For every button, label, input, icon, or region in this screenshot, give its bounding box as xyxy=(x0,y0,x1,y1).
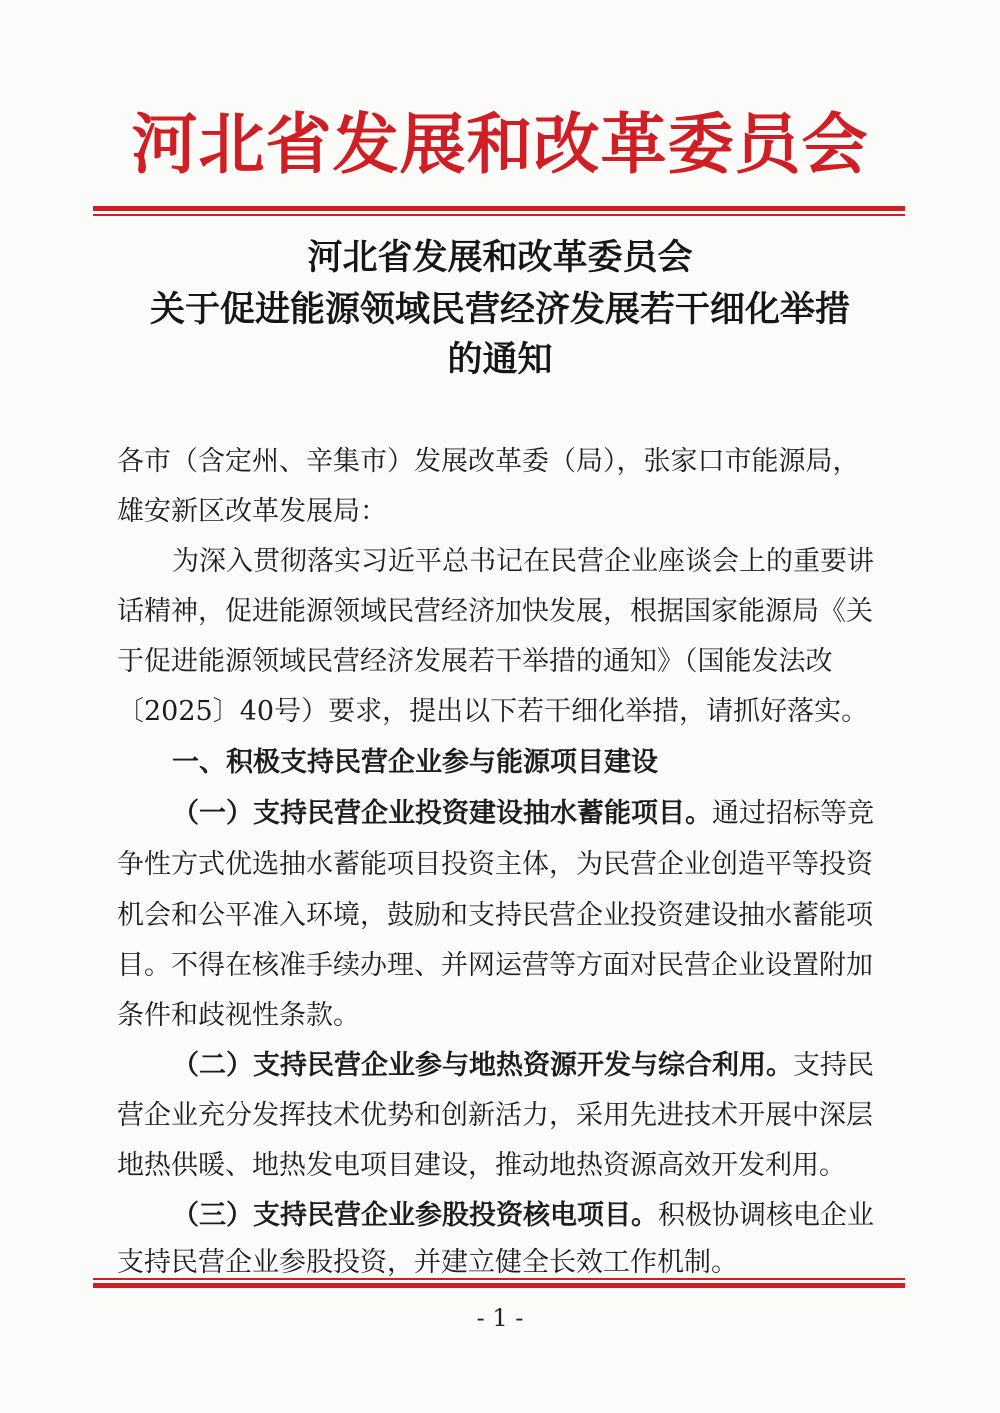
item-1-line-3: 机会和公平准入环境，鼓励和支持民营企业投资建设抽水蓄能项 xyxy=(117,900,873,931)
recipients-line-2: 雄安新区改革发展局： xyxy=(117,496,387,527)
recipients-line-1: 各市（含定州、辛集市）发展改革委（局），张家口市能源局， xyxy=(117,446,860,477)
intro-line-3: 于促进能源领域民营经济发展若干举措的通知》（国能发法改 xyxy=(117,646,833,677)
intro-line-1: 为深入贯彻落实习近平总书记在民营企业座谈会上的重要讲 xyxy=(172,546,874,577)
header-rule-thick xyxy=(93,206,905,211)
section-1-heading: 一、积极支持民营企业参与能源项目建设 xyxy=(172,747,658,778)
item-2-line-2: 营企业充分发挥技术优势和创新活力，采用先进技术开展中深层 xyxy=(117,1100,873,1131)
item-2-first-rest: 支持民 xyxy=(793,1050,874,1081)
item-1-first-line xyxy=(172,794,874,834)
masthead: 河北省发展和改革委员会 xyxy=(131,105,869,183)
document-title-line-2: 关于促进能源领域民营经济发展若干细化举措 xyxy=(149,290,850,330)
intro-line-4: 〔2025〕40号）要求，提出以下若干细化举措，请抓好落实。 xyxy=(117,696,869,727)
footer-rule-thin xyxy=(93,1278,905,1280)
item-3-line-2: 支持民营企业参股投资，并建立健全长效工作机制。 xyxy=(117,1247,738,1278)
header-rule-thin xyxy=(93,214,905,216)
item-1-line-5: 条件和歧视性条款。 xyxy=(117,1000,360,1031)
document-title-line-3: 的通知 xyxy=(447,340,553,380)
item-2-first-line xyxy=(172,1046,874,1086)
item-2-line-3: 地热供暖、地热发电项目建设，推动地热资源高效开发利用。 xyxy=(117,1150,846,1181)
item-1-line-2: 争性方式优选抽水蓄能项目投资主体，为民营企业创造平等投资 xyxy=(117,849,873,880)
item-2-lead: （二）支持民营企业参与地热资源开发与综合利用。 xyxy=(172,1050,793,1081)
document-title-line-1: 河北省发展和改革委员会 xyxy=(307,238,693,278)
item-3-first-line xyxy=(172,1196,874,1236)
item-3-lead: （三）支持民营企业参股投资核电项目。 xyxy=(172,1200,658,1231)
footer-rule-thick xyxy=(93,1283,905,1288)
item-1-first-rest: 通过招标等竞 xyxy=(712,798,874,829)
page-number: - 1 - xyxy=(476,1304,524,1332)
item-1-lead: （一）支持民营企业投资建设抽水蓄能项目。 xyxy=(172,798,712,829)
item-3-first-rest: 积极协调核电企业 xyxy=(658,1200,874,1231)
item-1-line-4: 目。不得在核准手续办理、并网运营等方面对民营企业设置附加 xyxy=(117,950,873,981)
intro-line-2: 话精神，促进能源领域民营经济加快发展，根据国家能源局《关 xyxy=(117,596,873,627)
